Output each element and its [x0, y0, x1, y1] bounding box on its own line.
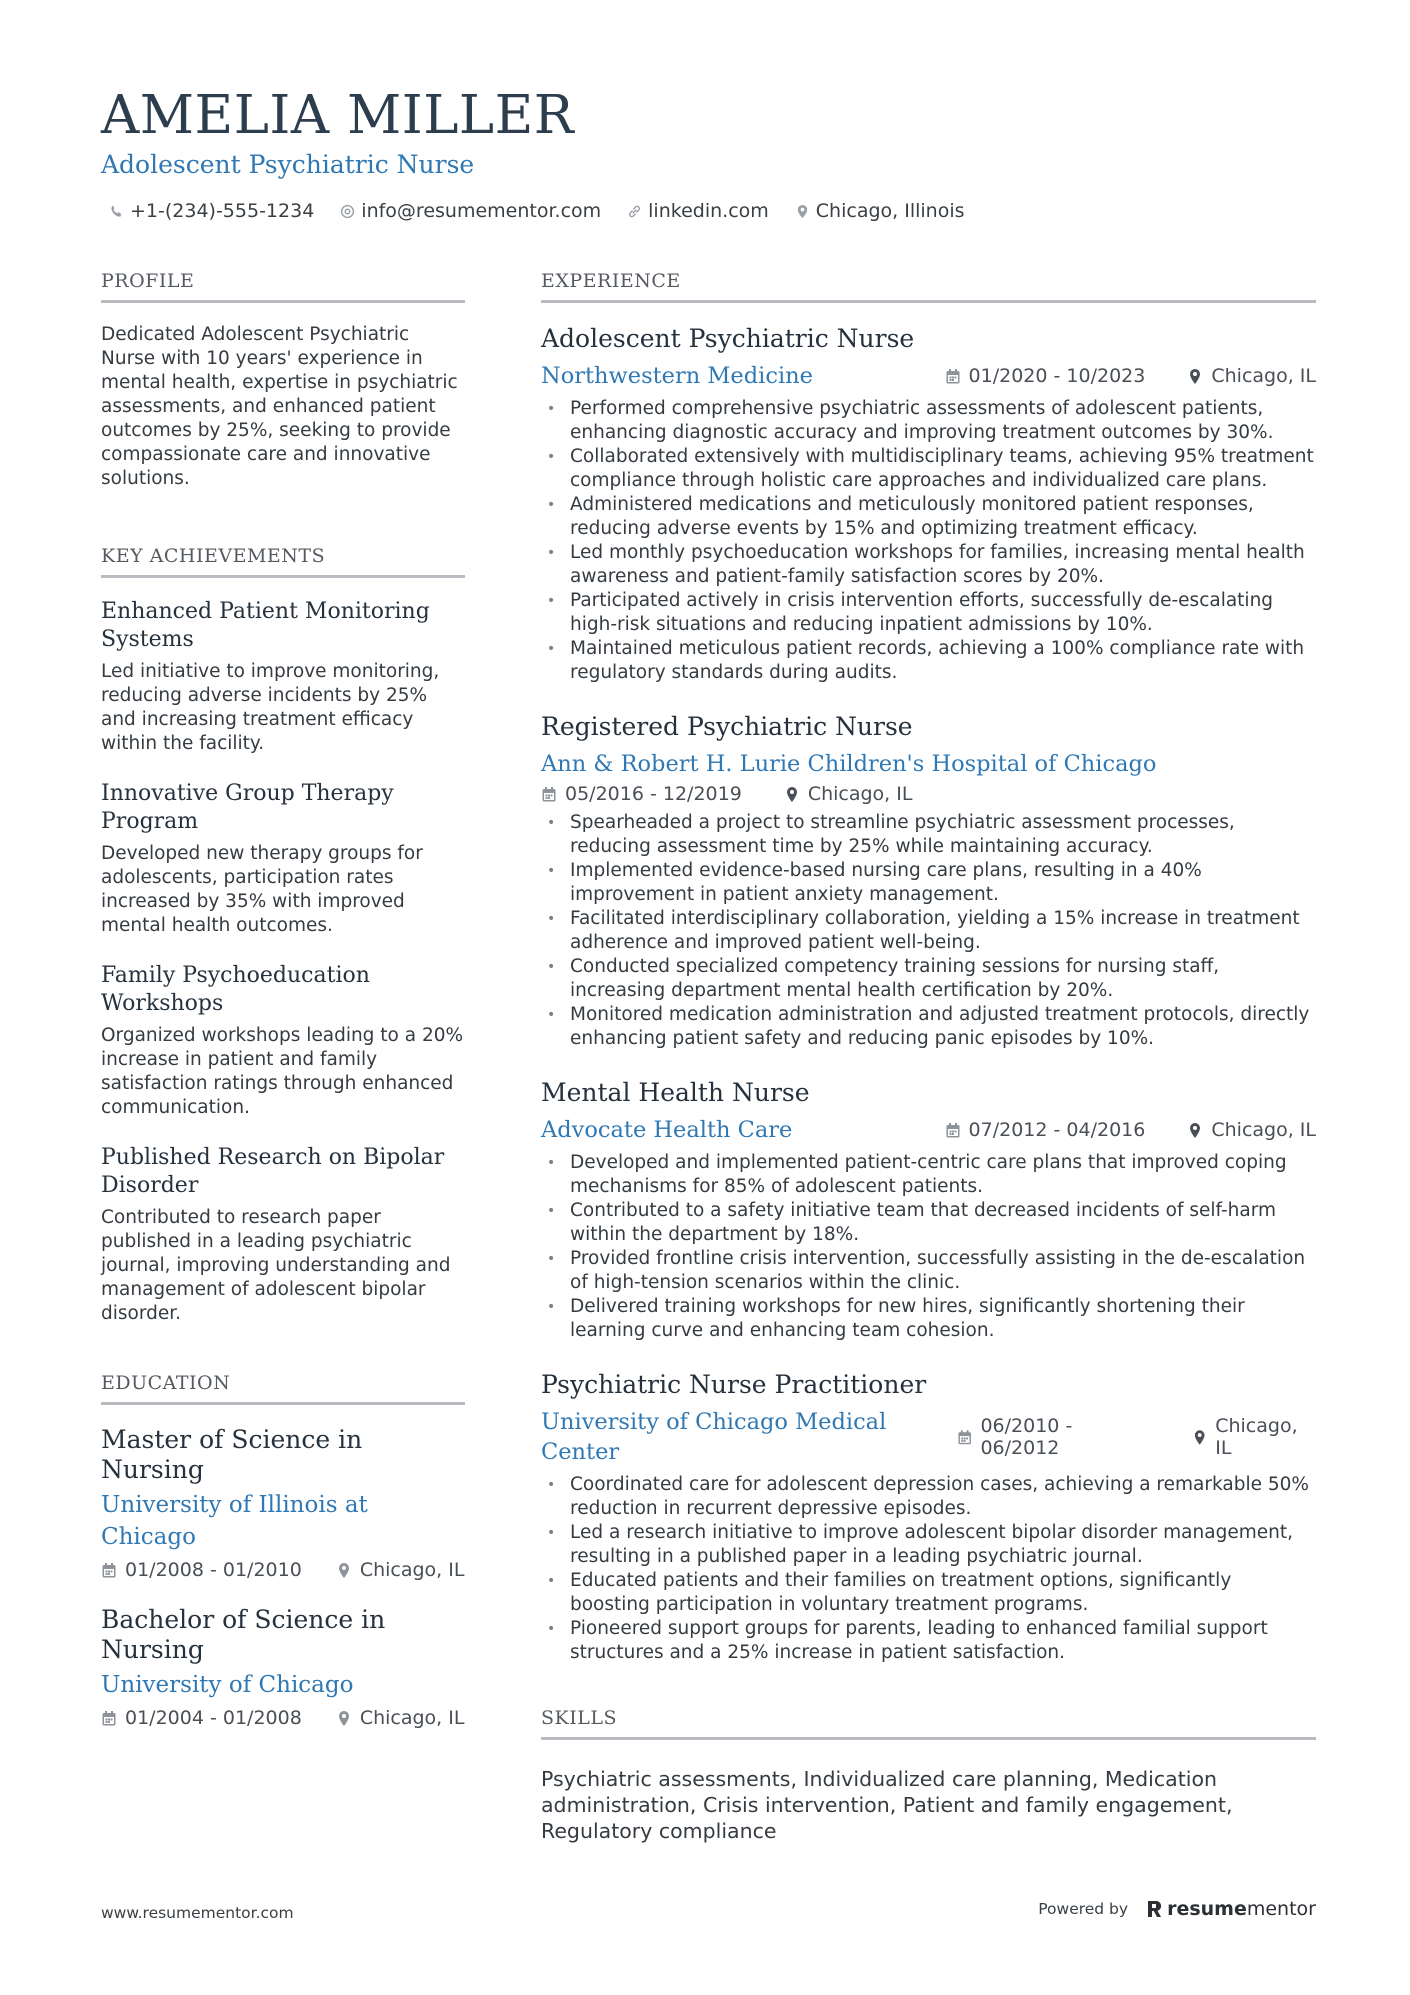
job-company: Advocate Health Care	[541, 1117, 793, 1143]
profile-heading: PROFILE	[101, 268, 465, 303]
location-text: Chicago, Illinois	[815, 200, 965, 222]
calendar-icon	[101, 1562, 117, 1579]
calendar-icon	[945, 368, 961, 385]
contact-email[interactable]	[340, 200, 601, 222]
job-bullets	[541, 811, 1316, 1051]
job-bullet: • Contributed to a safety initiative team that decreased incidents of self-harm within the department by 18%.	[541, 1199, 1316, 1247]
job-title: Registered Psychiatric Nurse	[541, 712, 913, 741]
job-title: Mental Health Nurse	[541, 1078, 810, 1107]
achievement-item	[101, 598, 465, 756]
job-bullet: • Pioneered support groups for parents, leading to enhanced familial support structures and a 25% increase in patient satisfaction.	[541, 1617, 1316, 1665]
job-bullet: • Developed and implemented patient-centric care plans that improved coping mechanisms for 85% of adolescent patients.	[541, 1151, 1316, 1199]
education-item	[101, 1425, 465, 1581]
job-meta	[945, 1119, 1316, 1141]
contact-bar	[101, 200, 1309, 222]
job-meta	[541, 783, 1316, 805]
link-icon	[627, 204, 642, 219]
job-entry	[541, 323, 1316, 685]
achievement-desc: Organized workshops leading to a 20% increase in patient and family satisfaction ratings through enhanced communication.	[101, 1025, 464, 1118]
job-company: Ann & Robert H. Lurie Children's Hospital of Chicago	[541, 751, 1157, 777]
linkedin-text[interactable]: linkedin.com	[648, 200, 769, 222]
degree: Master of Science in Nursing	[101, 1425, 363, 1484]
education-dates: 01/2008 - 01/2010	[125, 1559, 302, 1581]
job-bullet: • Administered medications and meticulously monitored patient responses, reducing adverse events by 15% and optimizing treatment efficacy.	[541, 493, 1316, 541]
achievement-title: Enhanced Patient Monitoring Systems	[101, 599, 430, 652]
brand-logo[interactable]	[1146, 1898, 1316, 1920]
job-bullet: • Maintained meticulous patient records, achieving a 100% compliance rate with regulatory standards during audits.	[541, 637, 1316, 685]
map-pin-icon	[1187, 1122, 1203, 1139]
degree: Bachelor of Science in Nursing	[101, 1605, 386, 1664]
achievement-title: Published Research on Bipolar Disorder	[101, 1145, 445, 1198]
achievement-desc: Contributed to research paper published in a leading psychiatric journal, improving understanding and management of adolescent bipolar disorder.	[101, 1207, 451, 1324]
job-dates: 01/2020 - 10/2023	[968, 365, 1146, 387]
achievement-desc: Led initiative to improve monitoring, reducing adverse incidents by 25% and increasing treatment efficacy within the facility.	[101, 661, 440, 754]
job-location: Chicago, IL	[1211, 1119, 1316, 1141]
job-entry	[541, 1369, 1316, 1665]
education-heading: EDUCATION	[101, 1370, 465, 1405]
job-entry	[541, 711, 1316, 1051]
job-bullet: • Conducted specialized competency training sessions for nursing staff, increasing department mental health certification by 20%.	[541, 955, 1316, 1003]
job-location: Chicago, IL	[807, 783, 913, 805]
job-bullets	[541, 1151, 1316, 1343]
education-meta	[101, 1559, 465, 1581]
contact-phone	[109, 200, 314, 222]
job-bullet: • Coordinated care for adolescent depression cases, achieving a remarkable 50% reduction in recurrent depressive episodes.	[541, 1473, 1316, 1521]
achievement-item	[101, 780, 465, 938]
calendar-icon	[541, 786, 557, 803]
map-pin-icon	[1192, 1429, 1207, 1446]
job-meta	[945, 365, 1316, 387]
resume-header	[101, 84, 1309, 222]
job-meta	[957, 1415, 1316, 1459]
job-bullet: • Delivered training workshops for new hires, significantly shortening their learning curve and enhancing team cohesion.	[541, 1295, 1316, 1343]
map-pin-icon	[784, 786, 800, 803]
experience-heading: EXPERIENCE	[541, 268, 1316, 303]
footer-website[interactable]: www.resumementor.com	[101, 1904, 294, 1922]
profile-section	[101, 268, 465, 491]
job-bullet: • Implemented evidence-based nursing care plans, resulting in a 40% improvement in patient anxiety management.	[541, 859, 1316, 907]
job-company: University of Chicago Medical Center	[541, 1409, 887, 1465]
achievement-item	[101, 962, 465, 1120]
calendar-icon	[957, 1429, 972, 1446]
job-bullets	[541, 1473, 1316, 1665]
job-bullet: • Participated actively in crisis intervention efforts, successfully de-escalating high-risk situations and reducing inpatient admissions by 10%.	[541, 589, 1316, 637]
job-row	[541, 361, 1316, 391]
left-column	[101, 268, 465, 1753]
job-bullet: • Facilitated interdisciplinary collaboration, yielding a 15% increase in treatment adherence and improved patient well-being.	[541, 907, 1316, 955]
phone-text: +1-(234)-555-1234	[130, 200, 315, 222]
map-pin-icon	[795, 204, 810, 219]
map-pin-icon	[336, 1710, 352, 1727]
job-bullet: • Collaborated extensively with multidisciplinary teams, achieving 95% treatment compliance through holistic care approaches and individualized care plans.	[541, 445, 1316, 493]
education-section	[101, 1370, 465, 1729]
job-bullet: • Educated patients and their families on treatment options, significantly boosting participation in voluntary treatment programs.	[541, 1569, 1316, 1617]
school: University of Chicago	[101, 1672, 354, 1698]
job-bullet: • Led monthly psychoeducation workshops for families, increasing mental health awareness and patient-family satisfaction scores by 20%.	[541, 541, 1316, 589]
job-dates: 06/2010 - 06/2012	[980, 1415, 1073, 1459]
experience-section	[541, 268, 1316, 1665]
brand-name-bold: resume	[1167, 1898, 1247, 1920]
achievement-title: Family Psychoeducation Workshops	[101, 963, 370, 1016]
profile-text: Dedicated Adolescent Psychiatric Nurse with 10 years' experience in mental health, expertise in psychiatric assessments, and enhanced patient outcomes by 25%, seeking to provide compassionate care and innovative solutions.	[101, 324, 458, 489]
job-bullet: • Provided frontline crisis intervention, successfully assisting in the de-escalation of high-tension scenarios within the clinic.	[541, 1247, 1316, 1295]
education-location: Chicago, IL	[359, 1707, 465, 1729]
school: University of Illinois at Chicago	[101, 1492, 368, 1550]
candidate-name: AMELIA MILLER	[101, 85, 575, 146]
skills-text: Psychiatric assessments, Individualized care planning, Medication administration, Crisis intervention, Patient and family engagement, Regulatory compliance	[541, 1767, 1233, 1843]
brand-name-light: mentor	[1246, 1898, 1316, 1920]
job-location: Chicago, IL	[1211, 365, 1316, 387]
map-pin-icon	[336, 1562, 352, 1579]
achievement-item	[101, 1144, 465, 1326]
email-text[interactable]: info@resumementor.com	[361, 200, 602, 222]
job-row	[541, 1115, 1316, 1145]
achievement-title: Innovative Group Therapy Program	[101, 781, 394, 834]
job-bullet: • Performed comprehensive psychiatric assessments of adolescent patients, enhancing diagnostic accuracy and improving treatment outcomes by 30%.	[541, 397, 1316, 445]
calendar-icon	[101, 1710, 117, 1727]
job-dates: 05/2016 - 12/2019	[565, 783, 742, 805]
education-location: Chicago, IL	[359, 1559, 465, 1581]
footer-branding	[1038, 1898, 1316, 1920]
at-icon	[340, 204, 355, 219]
achievements-section	[101, 543, 465, 1326]
job-title: Adolescent Psychiatric Nurse	[541, 324, 915, 353]
skills-heading: SKILLS	[541, 1705, 1316, 1740]
job-location: Chicago, IL	[1215, 1415, 1298, 1459]
job-company: Northwestern Medicine	[541, 363, 813, 389]
skills-section	[541, 1705, 1316, 1844]
job-bullet: • Monitored medication administration and adjusted treatment protocols, directly enhancing patient safety and reducing panic episodes by 10%.	[541, 1003, 1316, 1051]
right-column	[541, 268, 1316, 1844]
achievement-desc: Developed new therapy groups for adolescents, participation rates increased by 35% with improved mental health outcomes.	[101, 843, 423, 936]
job-bullet: • Led a research initiative to improve adolescent bipolar disorder management, resulting in a published paper in a leading psychiatric journal.	[541, 1521, 1316, 1569]
resumementor-logo-icon	[1146, 1899, 1163, 1919]
achievements-heading: KEY ACHIEVEMENTS	[101, 543, 465, 578]
education-meta	[101, 1707, 465, 1729]
contact-location	[795, 200, 965, 222]
job-bullet: • Spearheaded a project to streamline psychiatric assessment processes, reducing assessment time by 25% while maintaining accuracy.	[541, 811, 1316, 859]
job-dates: 07/2012 - 04/2016	[968, 1119, 1146, 1141]
education-item	[101, 1605, 465, 1729]
job-title: Psychiatric Nurse Practitioner	[541, 1370, 927, 1399]
candidate-title: Adolescent Psychiatric Nurse	[101, 150, 475, 179]
contact-linkedin[interactable]	[627, 200, 769, 222]
calendar-icon	[945, 1122, 961, 1139]
powered-by-label: Powered by	[1038, 1900, 1129, 1918]
map-pin-icon	[1187, 368, 1203, 385]
job-bullets	[541, 397, 1316, 685]
phone-icon	[109, 204, 124, 219]
job-entry	[541, 1077, 1316, 1343]
education-dates: 01/2004 - 01/2008	[125, 1707, 302, 1729]
job-row	[541, 1407, 1316, 1467]
